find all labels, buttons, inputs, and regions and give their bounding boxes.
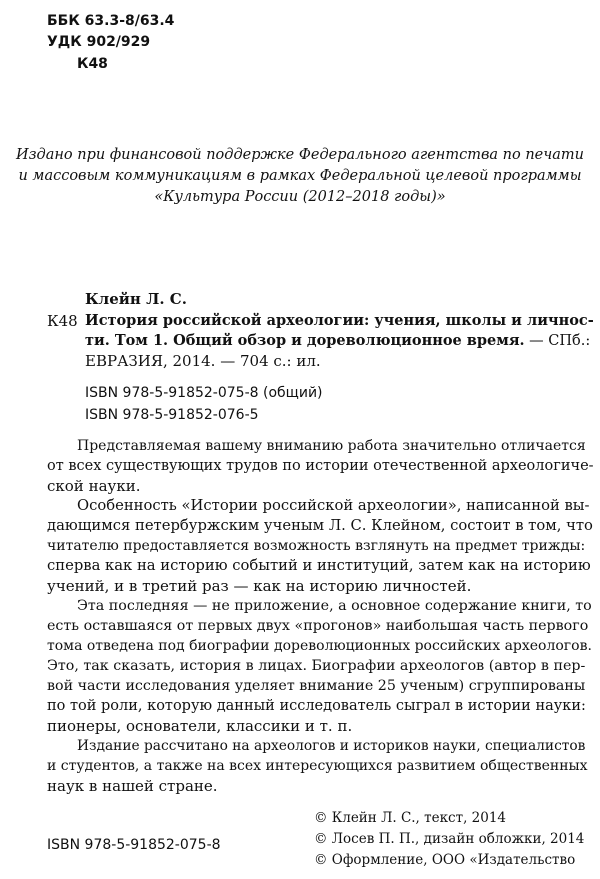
abstract-line: Представляемая вашему вниманию работа значительно отличается (77, 438, 586, 454)
isbn-general: ISBN 978-5-91852-075-8 (общий) (85, 385, 323, 401)
abstract-line: от всех существующих трудов по истории отечественной археологиче- (47, 458, 594, 474)
author-mark: К48 (77, 56, 108, 72)
isbn-volume: ISBN 978-5-91852-076-5 (85, 407, 259, 423)
abstract-line: Эта последняя — не приложение, а основное содержание книги, то (77, 598, 592, 614)
book-title-volume: ти. Том 1. Общий обзор и дореволюционное время. (85, 332, 525, 349)
imprint: ЕВРАЗИЯ, 2014. — 704 с.: ил. (85, 352, 321, 370)
funding-notice-line: «Культура России (2012–2018 годы)» (154, 189, 446, 205)
copyright-line: © Лосев П. П., дизайн обложки, 2014 (314, 831, 585, 847)
abstract-line: Издание рассчитано на археологов и историков науки, специалистов (77, 738, 586, 754)
copyright-line: © Оформление, ООО «Издательство (314, 852, 576, 868)
udk-code: УДК 902/929 (47, 34, 151, 50)
publication-place: — СПб.: (524, 333, 591, 349)
footer-isbn: ISBN 978-5-91852-075-8 (47, 837, 221, 853)
funding-notice-line: Издано при финансовой поддержке Федерального агентства по печати (15, 147, 585, 163)
abstract-line: дающимся петербуржским ученым Л. С. Клейном, состоит в том, что (47, 517, 593, 534)
abstract-line: читателю предоставляется возможность взглянуть на предмет трижды: (47, 538, 586, 554)
abstract-line: учений, и в третий раз — как на историю личностей. (47, 577, 472, 595)
abstract-line: сперва как на историю событий и институций, затем как на историю (47, 557, 591, 574)
author-name: Клейн Л. С. (85, 290, 187, 308)
abstract-line: тома отведена под биографии дореволюционных российских археологов. (47, 638, 592, 654)
abstract-line: Особенность «Истории российской археологии», написанной вы- (77, 497, 590, 514)
funding-notice-line: и массовым коммуникациям в рамках Федеральной целевой программы (18, 168, 582, 184)
abstract-line: есть оставшаяся от первых двух «прогонов» наибольшая часть первого (47, 618, 589, 634)
bbk-code: ББК 63.3-8/63.4 (47, 13, 175, 29)
abstract-line: пионеры, основатели, классики и т. п. (47, 717, 353, 735)
book-title-line-2 (85, 331, 590, 351)
abstract-line: и студентов, а также на всех интересующихся развитием общественных (47, 758, 588, 774)
copyright-line: © Клейн Л. С., текст, 2014 (314, 810, 507, 826)
abstract-line: наук в нашей стране. (47, 777, 218, 795)
abstract-line: вой части исследования уделяет внимание 25 ученым) сгруппированы (47, 678, 586, 694)
book-title-line: История российской археологии: учения, школы и личнос- (85, 312, 594, 329)
abstract-line: ской науки. (47, 477, 141, 495)
entry-mark: К48 (47, 312, 78, 330)
abstract-line: Это, так сказать, история в лицах. Биографии археологов (автор в пер- (47, 658, 586, 674)
abstract-line: по той роли, которую данный исследователь сыграл в истории науки: (47, 698, 586, 714)
